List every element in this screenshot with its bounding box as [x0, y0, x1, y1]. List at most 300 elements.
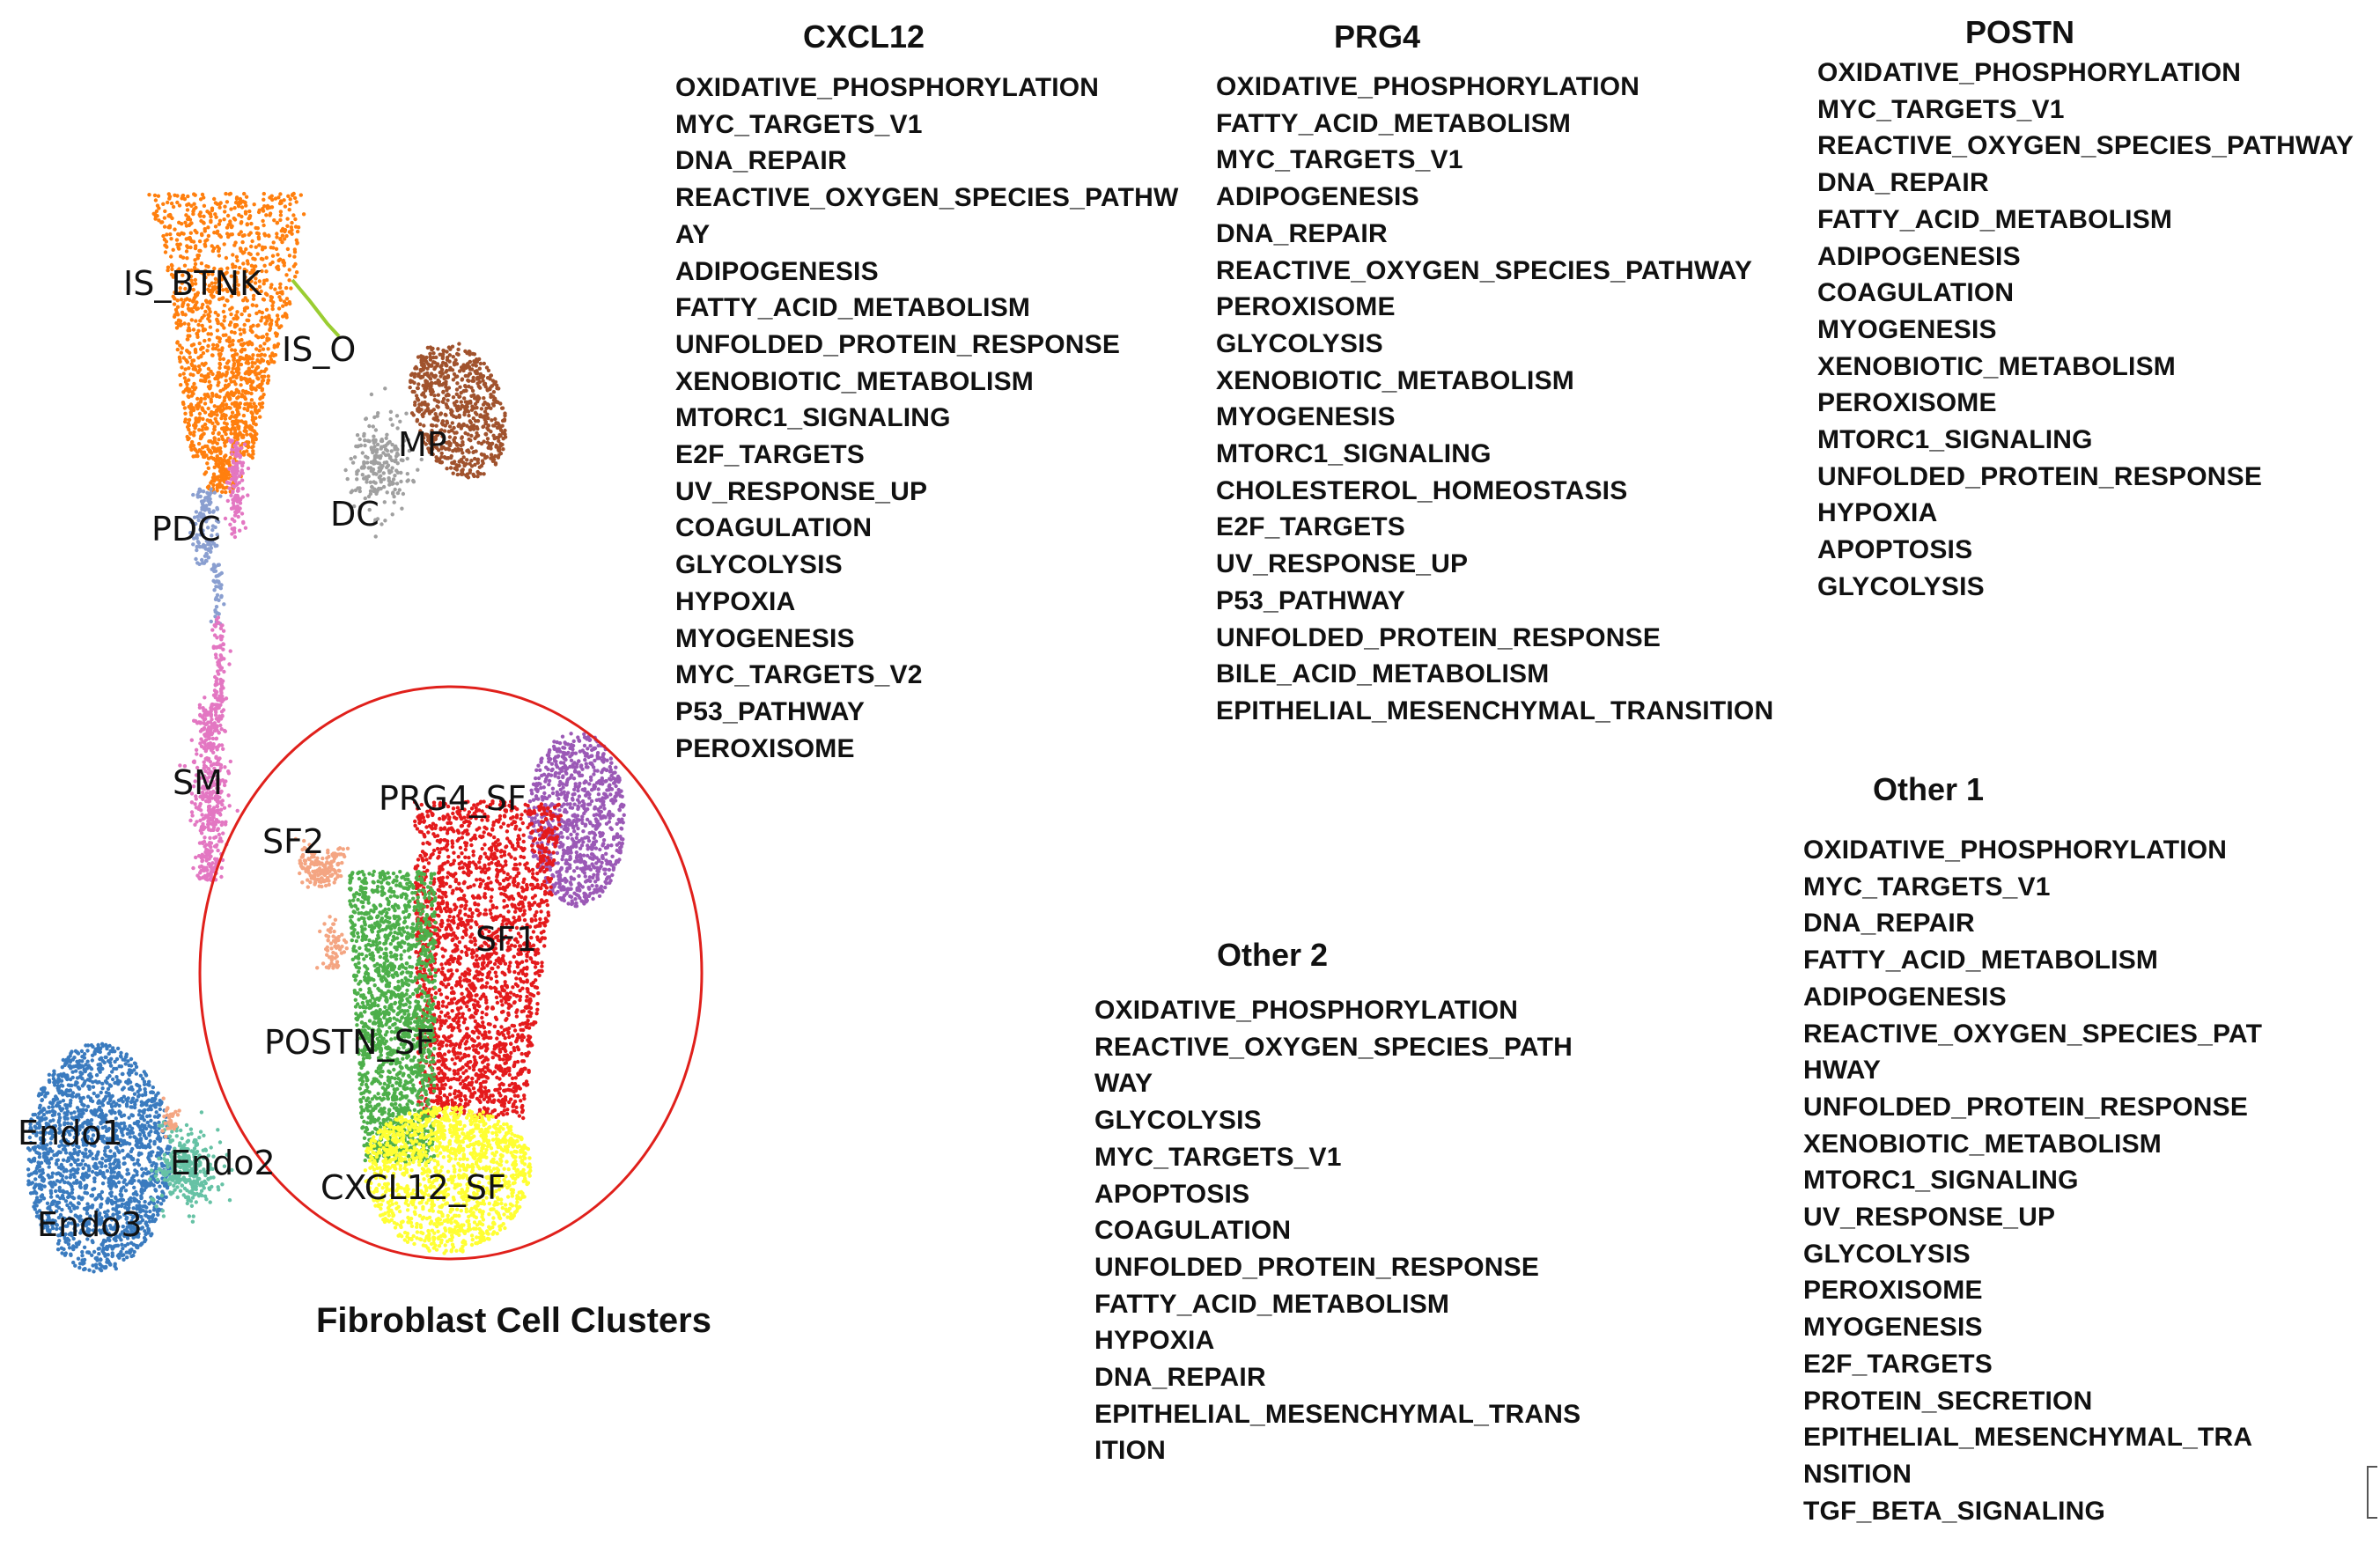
cell-point	[273, 343, 276, 347]
cell-point	[579, 763, 583, 767]
cell-point	[534, 794, 538, 798]
cell-point	[189, 410, 193, 414]
cell-point	[212, 806, 216, 809]
cell-point	[493, 417, 497, 421]
cell-point	[200, 428, 203, 431]
cell-point	[176, 232, 180, 236]
cell-point	[387, 479, 391, 482]
cell-point	[393, 445, 396, 449]
cell-point	[200, 859, 203, 863]
cell-point	[250, 428, 254, 431]
cell-point	[192, 239, 195, 243]
cell-point	[196, 370, 200, 373]
cell-point	[379, 522, 383, 526]
cell-point	[492, 398, 496, 401]
cell-point	[233, 513, 237, 517]
cell-point	[489, 444, 492, 447]
cell-point	[490, 895, 493, 899]
cell-point	[210, 372, 214, 376]
cell-point	[390, 449, 394, 453]
cell-point	[416, 386, 419, 390]
cell-point	[180, 232, 183, 235]
cell-point	[428, 364, 431, 368]
cell-point	[589, 778, 593, 782]
cell-point	[458, 866, 461, 870]
cell-point	[532, 799, 535, 802]
cell-point	[595, 866, 599, 870]
cell-point	[255, 365, 259, 369]
cell-point	[218, 352, 222, 356]
cell-point	[204, 713, 208, 717]
cell-point	[215, 394, 218, 398]
cell-point	[559, 831, 563, 835]
cell-point	[374, 534, 378, 538]
cell-point	[188, 356, 192, 359]
cell-point	[217, 380, 220, 384]
cell-point	[365, 480, 368, 483]
cell-point	[265, 339, 269, 342]
cell-point	[590, 884, 593, 887]
cell-point	[580, 821, 584, 825]
cell-point	[186, 208, 189, 211]
cell-point	[428, 856, 431, 859]
cell-point	[385, 433, 388, 437]
cell-point	[276, 253, 279, 256]
cell-point	[379, 480, 383, 483]
cell-point	[213, 721, 217, 725]
cell-point	[475, 406, 478, 409]
cell-point	[462, 894, 466, 897]
cell-point	[569, 850, 572, 854]
cell-point	[198, 488, 202, 491]
cell-point	[371, 485, 374, 489]
cell-point	[194, 557, 197, 561]
cell-point	[367, 439, 371, 443]
cell-point	[462, 423, 466, 426]
cell-point	[385, 466, 388, 469]
cell-point	[230, 477, 233, 481]
cell-point	[621, 795, 624, 799]
cell-point	[230, 391, 233, 394]
cell-point	[481, 459, 484, 462]
cell-point	[191, 373, 195, 377]
cell-point	[594, 840, 598, 843]
cell-point	[587, 796, 591, 799]
cell-point	[293, 196, 297, 200]
cell-point	[192, 719, 195, 723]
cell-point	[203, 375, 206, 379]
cell-point	[398, 420, 402, 423]
cell-point	[444, 413, 447, 416]
cell-point	[586, 803, 590, 806]
cell-point	[284, 312, 287, 315]
cell-point	[222, 643, 225, 646]
cell-point	[556, 776, 560, 779]
cell-point	[444, 364, 447, 367]
cell-point	[190, 343, 194, 347]
cell-point	[247, 362, 250, 365]
cell-point	[203, 379, 207, 383]
cell-point	[213, 490, 217, 494]
cell-point	[486, 437, 490, 440]
cell-point	[480, 464, 483, 467]
cell-point	[258, 415, 262, 418]
cell-point	[203, 722, 207, 725]
cell-point	[584, 779, 587, 783]
cell-point	[445, 420, 448, 423]
cell-point	[556, 797, 560, 800]
cell-point	[265, 308, 269, 312]
cell-point	[222, 475, 225, 479]
cell-point	[201, 445, 204, 449]
cell-point	[437, 381, 440, 385]
cell-point	[185, 249, 188, 253]
cell-point	[430, 348, 433, 351]
cell-point	[210, 353, 214, 357]
cell-point	[544, 766, 548, 769]
cell-point	[211, 744, 215, 747]
cell-point	[455, 387, 459, 391]
cell-point	[211, 431, 215, 435]
cell-point	[480, 453, 483, 456]
cell-point	[191, 454, 195, 458]
cell-point	[573, 904, 577, 908]
cell-point	[243, 201, 247, 204]
cell-point	[208, 836, 211, 840]
cell-point	[217, 233, 221, 237]
cell-point	[534, 769, 538, 772]
cell-point	[562, 802, 565, 806]
cell-point	[536, 820, 540, 823]
cell-point	[423, 394, 426, 398]
cell-point	[255, 376, 259, 379]
cell-point	[554, 881, 557, 885]
cell-point	[262, 224, 265, 227]
cell-point	[163, 216, 166, 219]
cell-point	[161, 202, 165, 206]
cell-point	[575, 866, 578, 870]
cell-point	[255, 358, 259, 362]
cell-point	[260, 370, 263, 373]
cell-point	[597, 809, 601, 813]
cell-point	[200, 825, 203, 828]
cell-point	[223, 205, 226, 209]
cell-point	[574, 752, 578, 755]
cell-point	[191, 493, 195, 497]
cell-point	[180, 350, 183, 354]
cell-point	[467, 409, 470, 413]
cell-point	[239, 350, 243, 353]
cell-point	[559, 792, 563, 796]
cell-point	[221, 438, 225, 441]
cell-point	[570, 773, 573, 776]
cell-point	[566, 887, 570, 891]
cell-point	[426, 373, 430, 377]
cell-point	[210, 244, 214, 247]
cell-point	[285, 217, 289, 220]
cell-point	[215, 677, 218, 681]
cell-point	[553, 747, 556, 751]
cell-point	[212, 563, 216, 566]
cell-point	[249, 328, 253, 332]
cell-point	[506, 872, 510, 876]
cell-point	[225, 481, 229, 484]
cell-point	[230, 448, 233, 452]
cell-point	[214, 462, 217, 466]
cell-point	[386, 449, 389, 453]
cell-point	[462, 396, 466, 400]
cell-point	[469, 421, 473, 424]
cell-point	[476, 434, 480, 438]
cell-point	[606, 846, 609, 850]
cell-point	[241, 487, 245, 490]
cell-point	[453, 436, 457, 439]
cell-point	[239, 356, 243, 359]
cell-point	[219, 586, 223, 590]
cell-point	[287, 278, 291, 282]
cell-point	[447, 447, 451, 451]
cell-point	[561, 774, 564, 777]
cell-point	[224, 192, 227, 195]
cell-point	[412, 413, 416, 416]
cell-point	[457, 1090, 461, 1093]
cell-point	[270, 205, 274, 209]
cell-point	[147, 193, 151, 196]
cell-point	[258, 397, 262, 401]
cell-point	[590, 852, 593, 856]
cell-point	[230, 379, 233, 383]
cell-point	[516, 882, 519, 886]
cell-point	[224, 490, 227, 494]
cell-point	[188, 222, 192, 225]
cell-point	[350, 457, 353, 460]
cell-point	[587, 886, 591, 889]
cell-point	[464, 385, 468, 388]
cell-point	[572, 892, 576, 895]
cell-point	[386, 442, 389, 445]
cell-point	[223, 242, 226, 246]
cell-point	[237, 453, 240, 456]
cell-point	[211, 343, 215, 347]
cell-point	[254, 409, 258, 413]
cell-point	[465, 458, 468, 461]
cell-point	[473, 998, 476, 1002]
cell-point	[608, 826, 612, 829]
cell-point	[263, 353, 267, 357]
cell-point	[244, 372, 247, 375]
cell-point	[261, 311, 264, 314]
cell-point	[531, 872, 534, 875]
cell-point	[569, 857, 572, 860]
cell-point	[618, 850, 622, 853]
cell-point	[169, 237, 173, 240]
cell-point	[571, 839, 575, 843]
cell-point	[207, 367, 210, 371]
cell-point	[566, 902, 570, 905]
cell-point	[435, 416, 438, 419]
cell-point	[451, 891, 454, 894]
cell-point	[259, 319, 262, 322]
cell-point	[241, 234, 245, 238]
cell-point	[231, 339, 234, 342]
cell-point	[225, 394, 228, 397]
cell-point	[612, 835, 615, 839]
cell-point	[232, 484, 235, 488]
cell-point	[209, 310, 212, 313]
cell-point	[256, 335, 260, 339]
cell-point	[251, 353, 254, 357]
cell-point	[483, 456, 487, 460]
cell-point	[218, 724, 222, 727]
cell-point	[175, 238, 179, 241]
cell-point	[416, 418, 419, 422]
cell-point	[472, 450, 475, 453]
cell-point	[210, 748, 213, 752]
cell-point	[258, 386, 262, 389]
cell-point	[203, 451, 206, 454]
cell-point	[489, 407, 492, 410]
cell-point	[217, 695, 221, 698]
cell-point	[264, 213, 268, 217]
cell-point	[490, 418, 493, 422]
cell-point	[234, 401, 238, 405]
cell-point	[479, 372, 483, 376]
cell-point	[213, 428, 217, 431]
cell-point	[441, 357, 445, 360]
cell-point	[195, 397, 199, 401]
cell-point	[277, 326, 281, 329]
cell-point	[586, 818, 589, 821]
cell-point	[448, 353, 452, 357]
cell-point	[217, 756, 221, 760]
cell-point	[277, 306, 281, 310]
cell-point	[269, 283, 273, 286]
cell-point	[351, 460, 355, 464]
cell-point	[195, 254, 199, 257]
cell-point	[238, 481, 241, 484]
cell-point	[228, 523, 232, 526]
cell-point	[464, 900, 468, 903]
cell-point	[226, 793, 230, 797]
cell-point	[183, 420, 187, 423]
cell-point	[426, 346, 430, 350]
cell-point	[224, 333, 227, 336]
cell-point	[210, 867, 213, 871]
cell-point	[235, 396, 239, 400]
cell-point	[426, 407, 430, 410]
cell-point	[188, 418, 191, 422]
cell-point	[194, 244, 197, 247]
cell-point	[210, 628, 214, 631]
cell-point	[202, 489, 205, 493]
cell-point	[542, 785, 546, 789]
cell-point	[199, 737, 203, 740]
cell-point	[217, 731, 221, 734]
cell-point	[224, 821, 227, 824]
cell-point	[232, 475, 236, 478]
cell-point	[446, 374, 450, 378]
cell-point	[194, 319, 197, 322]
cell-point	[227, 406, 231, 409]
cell-point	[202, 221, 205, 224]
cell-point	[514, 1076, 518, 1079]
cell-point	[571, 751, 574, 754]
cell-point	[216, 563, 219, 567]
cell-point	[486, 1076, 490, 1079]
cell-point	[237, 202, 240, 206]
cell-point	[210, 394, 214, 398]
cell-point	[413, 366, 416, 370]
cell-point	[192, 192, 195, 195]
cell-point	[215, 605, 218, 608]
cell-point	[416, 398, 420, 401]
cell-point	[477, 826, 481, 829]
cell-point	[176, 348, 180, 351]
cell-point	[390, 459, 394, 462]
cell-point	[452, 916, 455, 919]
cell-point	[547, 773, 550, 776]
cell-point	[564, 783, 568, 786]
cell-point	[446, 399, 449, 402]
cell-point	[522, 834, 526, 837]
cell-point	[236, 809, 239, 813]
cell-point	[539, 909, 542, 913]
cell-point	[603, 815, 607, 819]
cell-point	[375, 448, 379, 452]
cell-point	[596, 872, 600, 876]
cell-point	[247, 467, 250, 470]
cell-point	[226, 459, 230, 462]
cell-point	[206, 825, 210, 828]
cell-point	[209, 449, 212, 453]
cell-point	[278, 283, 282, 286]
cell-point	[586, 791, 589, 795]
cell-point	[490, 384, 493, 387]
cell-point	[288, 268, 291, 271]
cell-point	[588, 744, 592, 747]
cell-point	[591, 876, 594, 880]
cell-point	[207, 806, 210, 809]
cell-point	[578, 896, 581, 900]
cell-point	[571, 798, 574, 801]
cell-point	[228, 804, 232, 807]
cell-point	[231, 526, 234, 530]
cell-point	[599, 779, 602, 783]
cell-point	[473, 902, 476, 905]
cell-point	[262, 282, 266, 285]
cell-point	[610, 873, 614, 877]
cell-point	[446, 394, 450, 397]
cell-point	[444, 1083, 447, 1086]
cell-point	[248, 424, 252, 428]
cell-point	[580, 843, 584, 847]
cell-point	[428, 411, 431, 415]
cell-point	[556, 793, 559, 797]
cell-point	[487, 1030, 490, 1034]
cell-point	[240, 205, 244, 209]
cell-point	[233, 382, 237, 386]
cell-point	[228, 219, 232, 223]
cell-point	[205, 349, 209, 352]
cell-point	[383, 386, 387, 390]
cell-point	[268, 213, 271, 217]
cell-point	[465, 449, 468, 453]
cell-point	[491, 379, 495, 382]
cell-point	[391, 512, 394, 516]
cell-point	[556, 861, 560, 865]
cell-point	[198, 713, 202, 717]
cell-point	[608, 792, 612, 796]
